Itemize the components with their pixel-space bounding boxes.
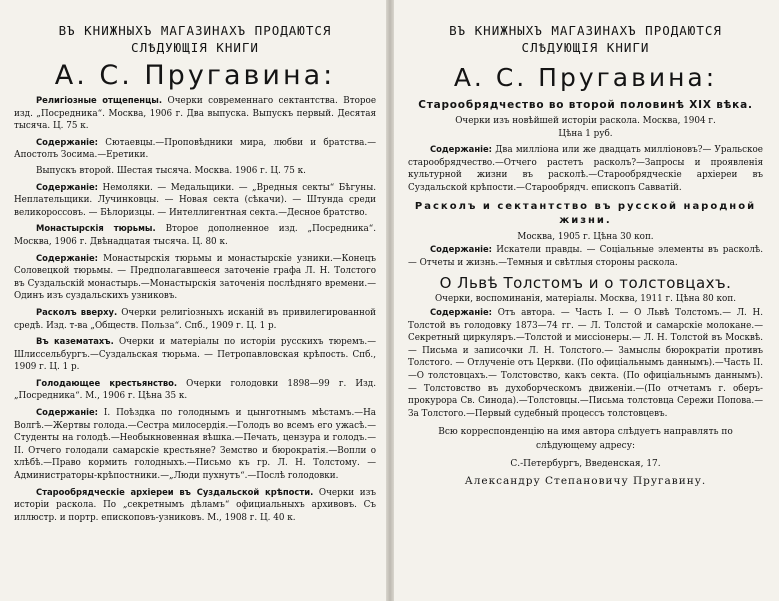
book2-title-cont: жизни. <box>559 214 612 226</box>
right-header-line2: СЛѢДУЮЩІЯ КНИГИ <box>521 40 650 55</box>
left-page <box>0 0 386 601</box>
contents-text: Искатели правды. — Соціальные элементы въ расколѣ. — Отчеты и жизнь.—Темныя и свѣтлыя стороны раскола. <box>408 245 764 268</box>
recipient-name: Александру Степановичу Пругавину. <box>464 475 707 488</box>
book2-contents <box>408 243 763 269</box>
entry-contents <box>14 252 376 303</box>
entry-title: Старообрядческіе архіереи въ Суздальской крѣпости. <box>36 486 314 497</box>
book2-title: Расколъ и сектантство въ русской народной <box>414 200 757 212</box>
left-header-line2: СЛѢДУЮЩІЯ КНИГИ <box>131 40 259 55</box>
entry-text: Очерки современнаго сектантства. Второе изд. „Посредника“. Москва, 1906 г. Два выпуска. Выпускъ первый. Десятая тысяча. Ц. 75 к. <box>14 96 377 132</box>
correspondence-note: Всю корреспонденцію на имя автора слѣдуетъ направлять по слѣдующему адресу: <box>438 427 733 452</box>
entry-text: Немоляки. — Медальщики. — „Вредныя секты“ Бѣгуны. Неплательщики. Лучинковцы. — Новая секта (сѣкачи). — Штунда среди великороссовъ. — Бѣлоризцы. — Интеллигентная секта.—Десное братство. <box>14 182 376 218</box>
entry-text: Монастырскія тюрьмы и монастырскіе узники.—Конецъ Соловецкой тюрьмы. — Предполагавшееся заточеніе графа Л. Н. Толстого въ Суздальскій монастырь.—Монастырскія заточенія послѣдняго времени.—Одинъ изъ суздальскихъ узниковъ. <box>14 253 376 302</box>
book3-contents <box>408 306 763 420</box>
entry-starving-peasantry <box>14 377 376 403</box>
entry-old-believer-bishops <box>14 486 376 525</box>
contents-text: Два милліона или же двадцать милліоновъ?— Уральское старообрядчество.—Отчего растетъ расколъ?—Запросы и проявленія культурной жизни въ расколѣ.—Старообрядческіе архіереи въ Суздальской крѣпости.—Старообрядч. епископъ Савватій. <box>408 145 763 193</box>
right-header-line1: ВЪ КНИЖНЫХЪ МАГАЗИНАХЪ ПРОДАЮТСЯ <box>449 23 722 38</box>
book1-title: Старообрядчество во второй половинѣ XIX вѣка. <box>418 99 753 111</box>
entry-casemates <box>14 335 376 374</box>
entry-text: Очерки голодовки 1898—99 г. Изд. „Посредника“. М., 1906 г. Цѣна 35 к. <box>14 378 377 402</box>
book1-info: Очерки изъ новѣйшей исторіи раскола. Москва, 1904 г. <box>455 116 716 126</box>
entry-title: Содержаніе: <box>36 136 99 147</box>
book1-price: Цѣна 1 руб. <box>558 128 613 139</box>
entry-title: Религіозные отщепенцы. <box>36 95 163 105</box>
left-author-title: А. С. Пругавина: <box>54 60 336 91</box>
left-header-line1: ВЪ КНИЖНЫХЪ МАГАЗИНАХЪ ПРОДАЮТСЯ <box>58 23 332 38</box>
entry-contents <box>14 136 376 162</box>
entry-title: Въ казематахъ. <box>36 336 114 347</box>
contents-label: Содержаніе: <box>430 306 493 317</box>
book3-info: Очерки, воспоминанія, матеріалы. Москва, 1911 г. Цѣна 80 коп. <box>434 294 737 305</box>
entry-title: Содержаніе: <box>36 252 99 263</box>
book3-title: О Львѣ Толстомъ и о толстовцахъ. <box>439 274 732 293</box>
contents-text: Отъ автора. — Часть I. — О Львѣ Толстомъ.— Л. Н. Толстой въ голодовку 1873—74 гг. — Л. Толстой и самарскіе молокане.—Секретный циркуляръ.—Толстой и миссіонеры.— Л. Н. Толстой въ Москвѣ. — Письма и записочки Л. Н. Толстого.— Замыслы бюрократіи противъ Толстого. — Отлученіе отъ Церкви. (По офиціальнымъ даннымъ).—Часть II.—О толстовцахъ.— Толстовство, какъ секта. (По офиціальнымъ даннымъ). — Толстовство въ духоборческомъ движеніи.—(По отчетамъ г. оберъ-прокурора Св. Синода).—Толстовцы.—Письма толстовца Сережи Попова.—За Толстого.—Первый судебный процессъ толстовцевъ. <box>408 307 763 419</box>
entry-contents <box>14 181 376 220</box>
postal-address: С.-Петербургъ, Введенская, 17. <box>510 459 661 470</box>
entry-monastery-prisons <box>14 222 376 248</box>
entry-text: Очерки и матеріалы по исторіи русскихъ тюремъ.—Шлиссельбургъ.—Суздальская тюрьма. — Петропавловская крѣпость. Спб., 1909 г. Ц. 1 р. <box>14 337 377 373</box>
entry-text: Выпускъ второй. Шестая тысяча. Москва. 1906 г. Ц. 75 к. <box>36 165 306 176</box>
entry-title: Голодающее крестьянство. <box>36 377 178 388</box>
entry-text: Очерки изъ исторіи раскола. По „секретнымъ дѣламъ“ официальныхъ архивовъ. Съ иллюстр. и портр. епископовъ-узниковъ. М., 1908 г. Ц. 40 к. <box>14 487 377 523</box>
contents-label: Содержаніе: <box>430 144 493 155</box>
entry-title: Содержаніе: <box>36 181 99 192</box>
entry-religious-dissenters <box>14 94 376 133</box>
entry-text: Сютаевцы.—Проповѣдники мира, любви и братства.—Апостолъ Зосима.—Еретики. <box>14 137 376 161</box>
entry-title: Расколъ вверху. <box>36 306 118 317</box>
entry-schism-above <box>14 306 376 332</box>
right-author-title: А. С. Пругавина: <box>453 63 718 92</box>
entry-second-issue <box>14 165 376 178</box>
book2-info: Москва, 1905 г. Цѣна 30 коп. <box>517 231 654 242</box>
entry-text: Второе дополненное изд. „Посредника“. Москва, 1906 г. Двѣнадцатая тысяча. Ц. 80 к. <box>14 224 377 247</box>
entry-text: Очерки религіозныхъ исканій въ привилегированной средѣ. Изд. т-ва „Обществ. Польза“. Спб., 1909 г. Ц. 1 р. <box>14 307 376 331</box>
entry-contents <box>14 406 376 483</box>
page-gutter <box>386 0 394 601</box>
entry-title: Содержаніе: <box>36 407 99 418</box>
right-page <box>394 0 779 601</box>
entry-text: I. Поѣздка по голоднымъ и цынготнымъ мѣстамъ.—На Волгѣ.—Жертвы голода.—Сестра милосердія.—Голодъ во всемъ его ужасѣ.—Студенты на голодѣ.—Необыкновенная вѣшка.—Печать, цензура и голодъ.—II. Отчего голодали самарскіе крестьяне? Земство и бюрократія.—Вопли о хлѣбѣ.—Право кормить голодныхъ.—Письмо къ гр. Л. Н. Толстому. — Администраторы-крѣпостники.—„Люди пухнутъ“.—Послѣ голодовки. <box>14 408 376 482</box>
entry-title: Монастырскія тюрьмы. <box>36 223 156 234</box>
contents-label: Содержаніе: <box>430 244 493 255</box>
book1-contents <box>408 143 763 194</box>
